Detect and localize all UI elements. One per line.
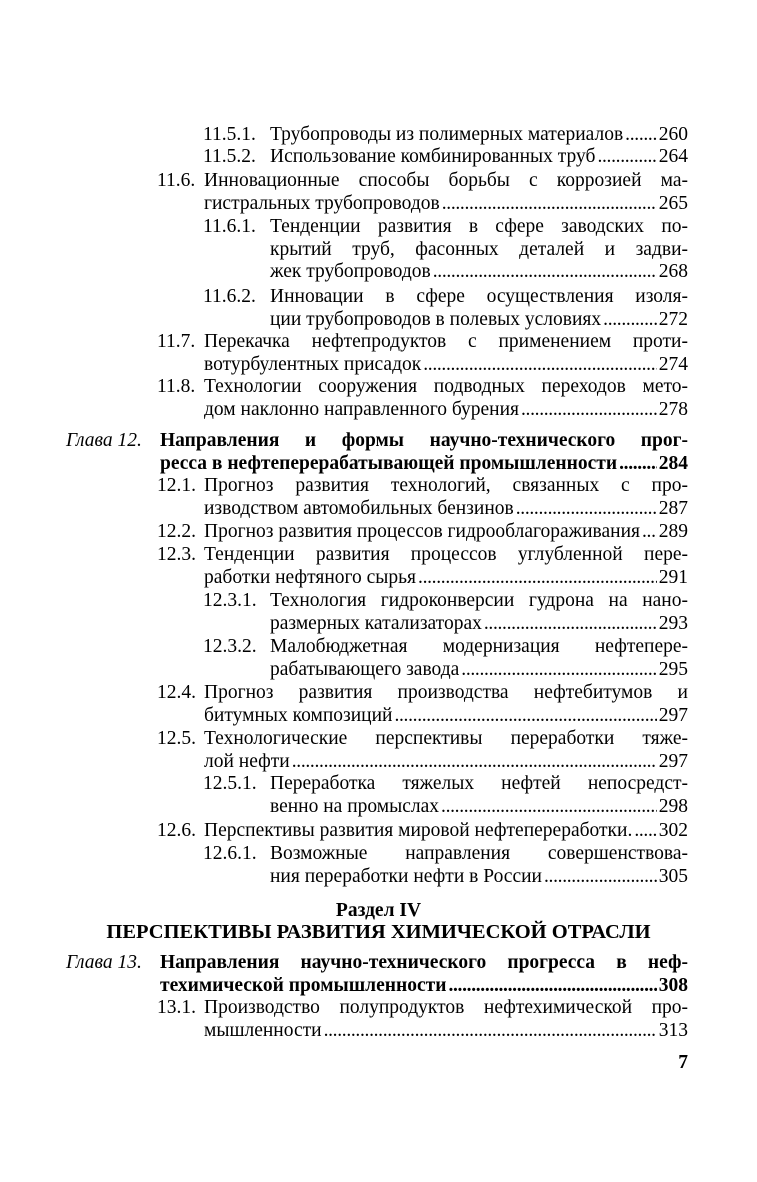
toc-entry bbox=[204, 997, 688, 1042]
toc-entry-text: Перспективы развития мировой нефтепереработки. bbox=[204, 820, 633, 841]
toc-entry-text: Инновационные способы борьбы с коррозией ма- bbox=[204, 170, 688, 191]
toc-entry bbox=[270, 146, 688, 169]
toc-entry bbox=[204, 521, 688, 544]
toc-entry-number: 12.3. bbox=[157, 544, 196, 565]
dot-leader bbox=[448, 975, 656, 997]
toc-entry-number: 12.6.1. bbox=[203, 843, 257, 864]
toc-page-number: 284 bbox=[658, 452, 688, 474]
dot-leader bbox=[461, 659, 656, 681]
toc-entry bbox=[160, 952, 688, 997]
toc-page-number: 278 bbox=[658, 398, 688, 420]
toc-entry-number: 12.5.1. bbox=[203, 773, 257, 794]
dot-leader bbox=[634, 820, 656, 842]
toc-entry-number: 12.2. bbox=[157, 521, 196, 542]
dot-leader bbox=[521, 399, 657, 421]
toc-entry-text: Направления научно-технического прогресса в неф- bbox=[160, 952, 688, 973]
toc-entry-line bbox=[270, 261, 688, 284]
toc-entry-line bbox=[204, 544, 688, 567]
toc-entry-number: 12.5. bbox=[157, 728, 196, 749]
toc-entry-line bbox=[270, 613, 688, 636]
toc-entry-text: Перекачка нефтепродуктов с применением проти- bbox=[204, 331, 688, 352]
dot-leader bbox=[544, 866, 657, 888]
toc-entry-text: Производство полупродуктов нефтехимической про- bbox=[204, 997, 688, 1018]
toc-entry-text: Инновации в сфере осуществления изоля- bbox=[270, 286, 688, 307]
toc-page-number: 264 bbox=[658, 146, 688, 167]
toc-entry-line bbox=[270, 239, 688, 262]
toc-entry bbox=[160, 430, 688, 475]
toc-entry-text: жек трубопроводов bbox=[270, 261, 431, 282]
toc-entry-text: Использование комбинированных труб bbox=[270, 146, 596, 167]
toc-entry-line bbox=[204, 193, 688, 216]
toc-entry-text: Переработка тяжелых нефтей непосредст- bbox=[270, 773, 688, 794]
toc-entry-text: Технологии сооружения подводных переходов мето- bbox=[204, 376, 688, 397]
toc-entry-line bbox=[160, 975, 688, 998]
toc-entry-text: битумных композиций bbox=[204, 704, 393, 726]
toc-page-number: 293 bbox=[658, 612, 688, 634]
toc-entry bbox=[204, 728, 688, 773]
toc-page-number: 298 bbox=[658, 795, 688, 817]
toc-entry-line bbox=[204, 997, 688, 1020]
toc-entry-line bbox=[204, 376, 688, 399]
toc-entry-line bbox=[204, 354, 688, 377]
toc-entry-line bbox=[204, 170, 688, 193]
toc-page-number: 268 bbox=[658, 261, 688, 282]
toc-entry-text: Трубопроводы из полимерных материалов bbox=[270, 124, 624, 145]
toc-entry-text: вотурбулентных присадок bbox=[204, 353, 422, 375]
toc-page-number: 260 bbox=[658, 124, 688, 145]
toc-entry-line bbox=[270, 286, 688, 309]
toc-entry bbox=[270, 216, 688, 284]
toc-entry-line bbox=[204, 820, 688, 843]
toc-entry-number: 12.3.1. bbox=[203, 590, 257, 611]
toc-entry-number: 11.5.1. bbox=[203, 124, 256, 145]
toc-entry bbox=[270, 590, 688, 635]
toc-entry-number: Глава 12. bbox=[66, 430, 142, 451]
toc-entry-number: 11.6. bbox=[157, 170, 196, 191]
toc-entry-text: гистральных трубопроводов bbox=[204, 192, 440, 214]
toc-entry-text: Тенденции развития в сфере заводских по- bbox=[270, 216, 688, 237]
toc-entry bbox=[204, 170, 688, 215]
dot-leader bbox=[619, 453, 657, 475]
toc-entry-number: 13.1. bbox=[157, 997, 196, 1018]
toc-entry-line bbox=[204, 521, 688, 544]
toc-entry-text: ния переработки нефти в России bbox=[270, 865, 542, 887]
dot-leader bbox=[418, 567, 657, 589]
toc-entry bbox=[270, 636, 688, 681]
dot-leader bbox=[441, 796, 657, 818]
toc-page-number: 289 bbox=[658, 521, 688, 542]
dot-leader bbox=[642, 521, 657, 543]
toc-entry-number: 11.7. bbox=[157, 331, 196, 352]
toc-entry-line bbox=[204, 751, 688, 774]
toc-page-number: 265 bbox=[658, 192, 688, 214]
toc-entry-text: техимической промышленности bbox=[160, 974, 447, 996]
toc-entry-line bbox=[270, 659, 688, 682]
toc-entry-text: Прогноз развития процессов гидрооблагораживания bbox=[204, 521, 640, 542]
toc-entry bbox=[204, 475, 688, 520]
dot-leader bbox=[597, 146, 656, 168]
dot-leader bbox=[603, 309, 657, 331]
toc-entry-number: 12.3.2. bbox=[203, 636, 257, 657]
toc-entry-number: 11.8. bbox=[157, 376, 196, 397]
toc-entry bbox=[270, 286, 688, 331]
toc-entry bbox=[270, 124, 688, 147]
toc-entry-text: Технологические перспективы переработки тяже- bbox=[204, 728, 688, 749]
toc-entry-line bbox=[270, 590, 688, 613]
toc-entry-line bbox=[160, 430, 688, 453]
toc-entry-line bbox=[204, 475, 688, 498]
toc-entry-text: изводством автомобильных бензинов bbox=[204, 497, 514, 519]
toc-entry-line bbox=[204, 1020, 688, 1043]
toc-entry-text: Прогноз развития производства нефтебитумов и bbox=[204, 682, 688, 703]
toc-entry-text: венно на промыслах bbox=[270, 795, 440, 817]
toc-entry-text: Возможные направления совершенствова- bbox=[270, 843, 688, 864]
toc-entry-line bbox=[204, 331, 688, 354]
section-label: Раздел IV bbox=[335, 900, 422, 921]
toc-entry-line bbox=[270, 146, 688, 169]
toc-entry bbox=[270, 773, 688, 818]
toc-entry bbox=[204, 376, 688, 421]
toc-entry-text: Тенденции развития процессов углубленной пере- bbox=[204, 544, 688, 565]
toc-entry bbox=[204, 544, 688, 589]
toc-entry-line bbox=[204, 705, 688, 728]
toc-entry-number: 11.5.2. bbox=[203, 146, 256, 167]
toc-entry-number: 12.6. bbox=[157, 820, 196, 841]
toc-entry-text: мышленности bbox=[204, 1019, 322, 1041]
toc-entry-line bbox=[270, 773, 688, 796]
toc-entry-text: ции трубопроводов в полевых условиях bbox=[270, 308, 602, 330]
toc-entry bbox=[270, 843, 688, 888]
toc-entry-line bbox=[160, 453, 688, 476]
toc-entry-number: 12.4. bbox=[157, 682, 196, 703]
toc-page-number: 274 bbox=[658, 353, 688, 375]
toc-entry-line bbox=[270, 216, 688, 239]
dot-leader bbox=[484, 613, 657, 635]
toc-entry-line bbox=[204, 498, 688, 521]
dot-leader bbox=[442, 193, 657, 215]
dot-leader bbox=[433, 261, 657, 283]
toc-entry-text: размерных катализаторах bbox=[270, 612, 482, 634]
toc-entry-line bbox=[270, 124, 688, 147]
toc-entry-text: работки нефтяного сырья bbox=[204, 566, 417, 588]
toc-entry-line bbox=[204, 567, 688, 590]
toc-page-number: 308 bbox=[658, 974, 688, 996]
toc-entry-line bbox=[270, 843, 688, 866]
toc-entry-line bbox=[204, 728, 688, 751]
toc-entry-line bbox=[270, 866, 688, 889]
toc-entry-text: Прогноз развития технологий, связанных с про- bbox=[204, 475, 688, 496]
toc-entry bbox=[204, 820, 688, 843]
toc-entry-line bbox=[270, 309, 688, 332]
toc-page-number: 297 bbox=[658, 750, 688, 772]
toc-entry-line bbox=[204, 399, 688, 422]
dot-leader bbox=[292, 751, 657, 773]
toc-page-number: 313 bbox=[658, 1019, 688, 1041]
toc-page-number: 291 bbox=[658, 566, 688, 588]
dot-leader bbox=[394, 705, 656, 727]
toc-entry-text: дом наклонно направленного бурения bbox=[204, 398, 519, 420]
toc-entry-line bbox=[270, 636, 688, 659]
dot-leader bbox=[324, 1020, 657, 1042]
toc-entry-text: рабатывающего завода bbox=[270, 658, 460, 680]
toc-entry-text: Направления и формы научно-технического прог- bbox=[160, 430, 688, 451]
toc-page-number: 297 bbox=[658, 704, 688, 726]
toc-entry-line bbox=[160, 952, 688, 975]
toc-entry-text: лой нефти bbox=[204, 750, 290, 772]
toc-entry-text: крытий труб, фасонных деталей и задви- bbox=[270, 238, 688, 260]
toc-entry-line bbox=[204, 682, 688, 705]
dot-leader bbox=[516, 498, 657, 520]
dot-leader bbox=[423, 354, 657, 376]
toc-entry-number: 12.1. bbox=[157, 475, 196, 496]
toc-entry-text: Малобюджетная модернизация нефтепере- bbox=[270, 636, 688, 657]
page-number: 7 bbox=[678, 1052, 688, 1073]
toc-page-number: 305 bbox=[658, 865, 688, 887]
toc-page-number: 302 bbox=[658, 820, 688, 841]
section-title: ПЕРСПЕКТИВЫ РАЗВИТИЯ ХИМИЧЕСКОЙ ОТРАСЛИ bbox=[106, 921, 651, 943]
toc-entry-text: Технология гидроконверсии гудрона на нано- bbox=[270, 590, 688, 611]
toc-entry-line bbox=[270, 796, 688, 819]
toc-page-number: 272 bbox=[658, 308, 688, 330]
toc-entry-number: 11.6.2. bbox=[203, 286, 256, 307]
toc-entry-text: ресса в нефтеперерабатывающей промышленности bbox=[160, 452, 618, 474]
toc-page-number: 287 bbox=[658, 497, 688, 519]
toc-entry-number: 11.6.1. bbox=[203, 216, 256, 237]
toc-entry bbox=[204, 682, 688, 727]
toc-entry-number: Глава 13. bbox=[66, 952, 142, 973]
toc-page-number: 295 bbox=[658, 658, 688, 680]
toc-entry bbox=[204, 331, 688, 376]
dot-leader bbox=[625, 124, 657, 146]
